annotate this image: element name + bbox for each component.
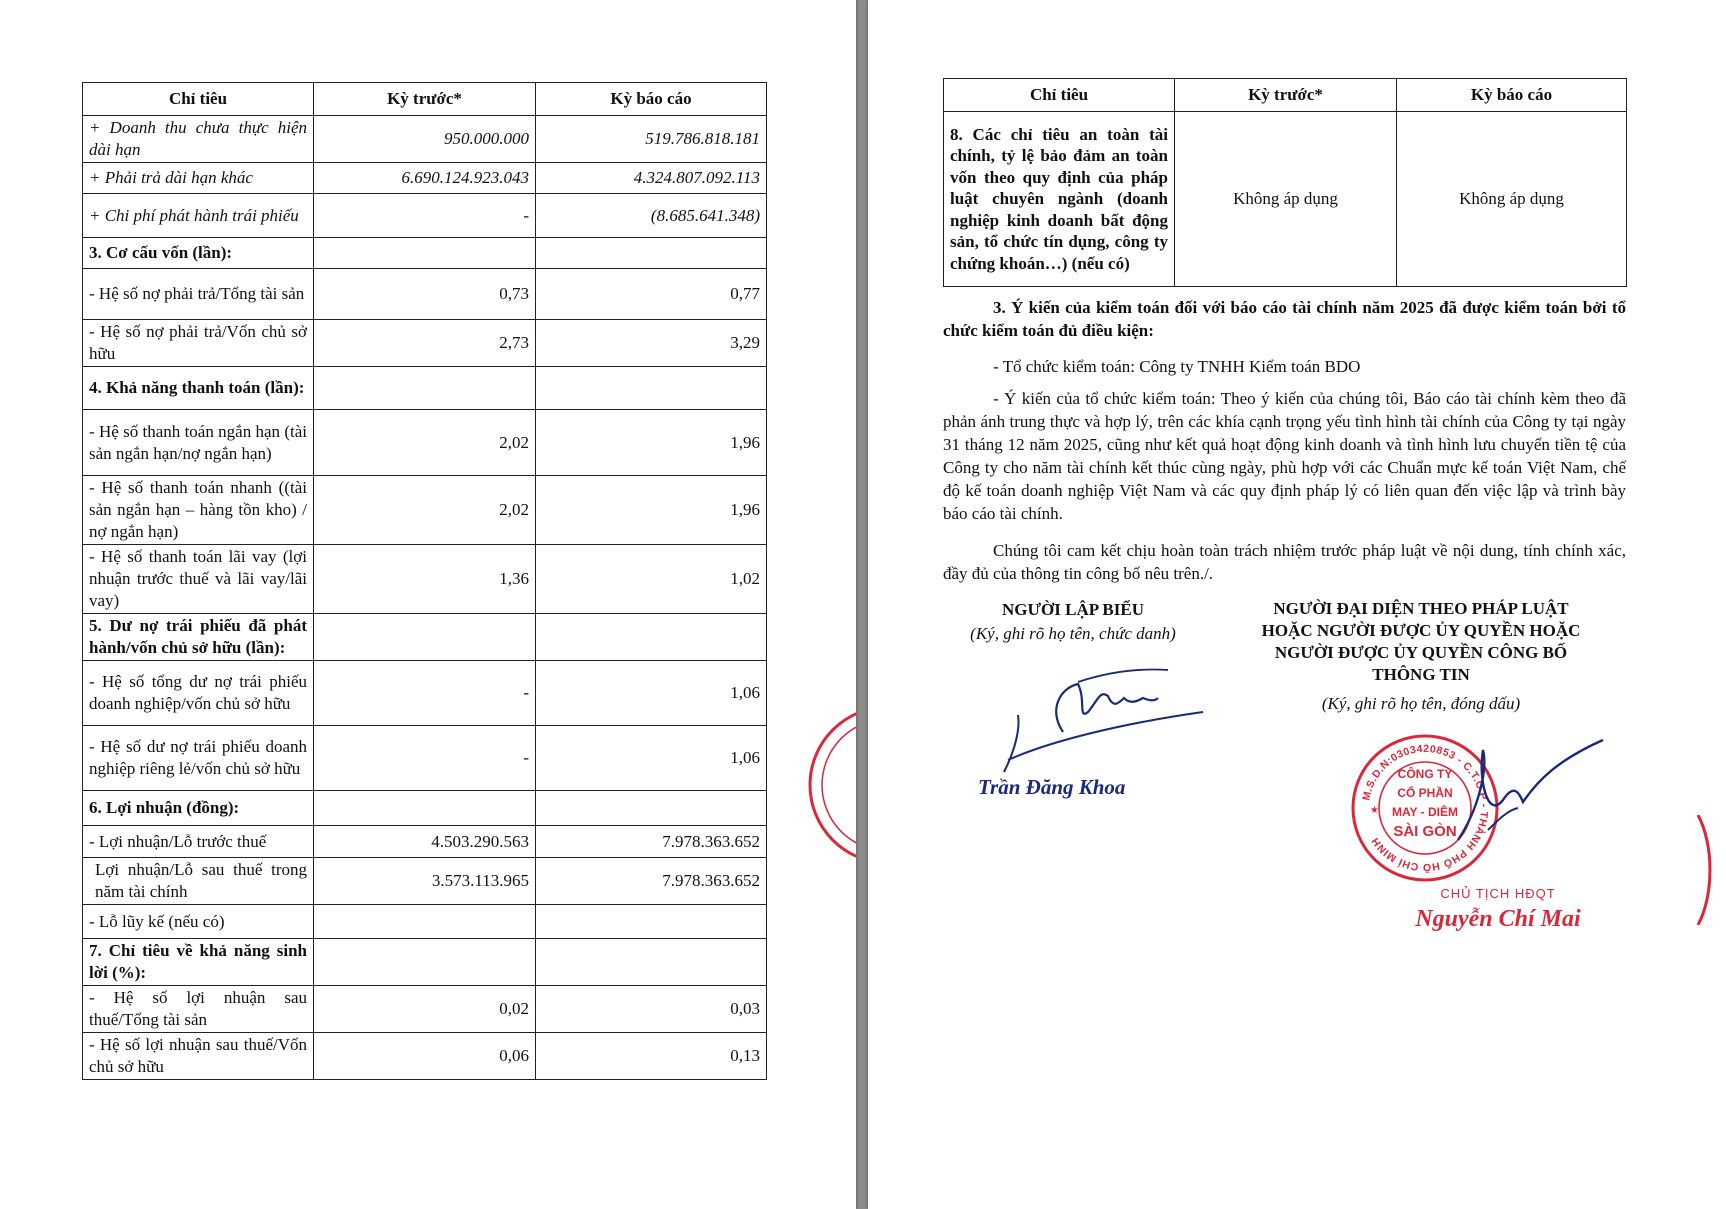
current-value xyxy=(536,905,767,939)
preparer-note: (Ký, ghi rõ họ tên, chức danh) xyxy=(970,624,1176,643)
preparer-title: NGƯỜI LẬP BIỂU xyxy=(1001,600,1144,619)
previous-value: 3.573.113.965 xyxy=(314,858,536,905)
table-header-row xyxy=(83,83,767,116)
row-label: 8. Các chỉ tiêu an toàn tài chính, tỷ lệ bảo đảm an toàn vốn theo quy định của pháp luật chuyên ngành (doanh nghiệp kinh doanh bất động sản, tổ chức tín dụng, công ty chứng khoán…) (nếu có) xyxy=(944,112,1175,287)
representative-title-line: NGƯỜI ĐẠI DIỆN THEO PHÁP LUẬT xyxy=(1273,599,1569,618)
safety-indicators-table xyxy=(943,78,1627,287)
row-label: - Hệ số dư nợ trái phiếu doanh nghiệp riêng lẻ/vốn chủ sở hữu xyxy=(83,726,314,791)
table-row xyxy=(83,545,767,614)
table-row xyxy=(944,112,1627,287)
preparer-name: Trần Đăng Khoa xyxy=(978,775,1126,799)
table-row xyxy=(83,1033,767,1080)
previous-value xyxy=(314,791,536,826)
audit-opinion: - Ý kiến của tổ chức kiểm toán: Theo ý kiến của chúng tôi, Báo cáo tài chính kèm theo đã phản ánh trung thực và hợp lý, trên các khía cạnh trọng yếu tình hình tài chính của Công ty tại ngày 31 tháng 12 năm 2025, cũng như kết quả hoạt động kinh doanh và tình hình lưu chuyển tiền tệ của Công ty cho năm tài chính kết thúc cùng ngày, phù hợp với các Chuẩn mực kế toán Việt Nam, chế độ kế toán doanh nghiệp Việt Nam và các quy định pháp lý có liên quan đến việc lập và trình bày báo cáo tài chính. xyxy=(943,389,1626,523)
table-row xyxy=(83,410,767,476)
stamp-edge-fragment xyxy=(800,705,856,865)
representative-title-line: HOẶC NGƯỜI ĐƯỢC ỦY QUYỀN HOẶC xyxy=(1261,621,1581,640)
table-row xyxy=(83,986,767,1033)
current-value: 1,06 xyxy=(536,726,767,791)
current-value: 1,96 xyxy=(536,410,767,476)
row-label: - Lợi nhuận/Lỗ trước thuế xyxy=(83,826,314,858)
current-value: Không áp dụng xyxy=(1397,112,1627,287)
section-row xyxy=(83,791,767,826)
current-value: 7.978.363.652 xyxy=(536,858,767,905)
previous-value: - xyxy=(314,726,536,791)
table-row xyxy=(83,194,767,238)
previous-value xyxy=(314,238,536,269)
table-header-row xyxy=(944,79,1627,112)
section-title: 7. Chỉ tiêu về khả năng sinh lời (%): xyxy=(83,939,314,986)
column-header-reporting-period: Kỳ báo cáo xyxy=(536,83,767,116)
section-title: 4. Khả năng thanh toán (lần): xyxy=(83,367,314,410)
row-label: + Phải trả dài hạn khác xyxy=(83,163,314,194)
current-value xyxy=(536,238,767,269)
seal-line: SÀI GÒN xyxy=(1393,823,1457,840)
previous-value: - xyxy=(314,194,536,238)
row-label: - Lỗ lũy kế (nếu có) xyxy=(83,905,314,939)
previous-value: 0,06 xyxy=(314,1033,536,1080)
row-label: - Hệ số lợi nhuận sau thuế/Tổng tài sản xyxy=(83,986,314,1033)
table-row xyxy=(83,320,767,367)
previous-value: - xyxy=(314,661,536,726)
commitment-statement: Chúng tôi cam kết chịu hoàn toàn trách nhiệm trước pháp luật về nội dung, tính chính xác, đầy đủ của thông tin công bố nêu trên./. xyxy=(943,541,1626,583)
previous-value: 2,73 xyxy=(314,320,536,367)
current-value: 519.786.818.181 xyxy=(536,116,767,163)
representative-signature xyxy=(1428,730,1608,870)
row-label: - Hệ số tổng dư nợ trái phiếu doanh nghiệp/vốn chủ sở hữu xyxy=(83,661,314,726)
preparer-signature xyxy=(968,660,1208,780)
audit-heading: 3. Ý kiến của kiểm toán đối với báo cáo tài chính năm 2025 đã được kiểm toán bởi tổ chức kiểm toán đủ điều kiện: xyxy=(943,298,1626,340)
previous-value xyxy=(314,939,536,986)
previous-value: 1,36 xyxy=(314,545,536,614)
row-label: - Hệ số nợ phải trả/Vốn chủ sở hữu xyxy=(83,320,314,367)
seal-ring-text: M.S.D.N:0303420853 - C.T.C.P - THÀNH PHỐ HỒ CHÍ MINH xyxy=(1360,742,1491,874)
representative-title-line: NGƯỜI ĐƯỢC ỦY QUYỀN CÔNG BỐ xyxy=(1274,643,1568,662)
section-row xyxy=(83,367,767,410)
row-label: - Hệ số lợi nhuận sau thuế/Vốn chủ sở hữu xyxy=(83,1033,314,1080)
seal-line: CỔ PHẦN xyxy=(1397,786,1453,800)
document-page-right xyxy=(868,0,1726,1209)
representative-title-line: THÔNG TIN xyxy=(1372,665,1470,684)
current-value: 1,06 xyxy=(536,661,767,726)
row-label: Lợi nhuận/Lỗ sau thuế trong năm tài chính xyxy=(83,858,314,905)
previous-value xyxy=(314,367,536,410)
table-row xyxy=(83,163,767,194)
previous-value: 2,02 xyxy=(314,476,536,545)
section-title: 6. Lợi nhuận (đồng): xyxy=(83,791,314,826)
seal-star-icon: ★ xyxy=(1370,805,1379,816)
representative-position: CHỦ TỊCH HĐQT xyxy=(1440,886,1556,901)
current-value: (8.685.641.348) xyxy=(536,194,767,238)
current-value xyxy=(536,939,767,986)
previous-value: 6.690.124.923.043 xyxy=(314,163,536,194)
row-label: - Hệ số thanh toán lãi vay (lợi nhuận trước thuế và lãi vay/lãi vay) xyxy=(83,545,314,614)
stamp-edge-fragment xyxy=(1678,815,1726,925)
section-row xyxy=(83,238,767,269)
representative-title xyxy=(1246,598,1596,686)
column-header-reporting-period: Kỳ báo cáo xyxy=(1397,79,1627,112)
section-title: 3. Cơ cấu vốn (lần): xyxy=(83,238,314,269)
current-value: 0,13 xyxy=(536,1033,767,1080)
table-row xyxy=(83,116,767,163)
table-row xyxy=(83,826,767,858)
section-row xyxy=(83,614,767,661)
previous-value: 950.000.000 xyxy=(314,116,536,163)
row-label: - Hệ số thanh toán ngắn hạn (tài sản ngắn hạn/nợ ngắn hạn) xyxy=(83,410,314,476)
current-value xyxy=(536,367,767,410)
seal-line: CÔNG TY xyxy=(1397,767,1453,781)
current-value: 0,77 xyxy=(536,269,767,320)
section-row xyxy=(83,939,767,986)
current-value: 3,29 xyxy=(536,320,767,367)
column-header-indicator: Chỉ tiêu xyxy=(83,83,314,116)
table-row xyxy=(83,661,767,726)
row-label: - Hệ số thanh toán nhanh ((tài sản ngắn hạn – hàng tồn kho) / nợ ngắn hạn) xyxy=(83,476,314,545)
row-label: + Chi phí phát hành trái phiếu xyxy=(83,194,314,238)
section-title: 5. Dư nợ trái phiếu đã phát hành/vốn chủ sở hữu (lần): xyxy=(83,614,314,661)
row-label: + Doanh thu chưa thực hiện dài hạn xyxy=(83,116,314,163)
current-value: 4.324.807.092.113 xyxy=(536,163,767,194)
representative-note: (Ký, ghi rõ họ tên, đóng dấu) xyxy=(1321,694,1521,713)
seal-line: MAY - DIÊM xyxy=(1391,805,1458,819)
table-row xyxy=(83,726,767,791)
document-page-left xyxy=(0,0,856,1209)
current-value xyxy=(536,791,767,826)
column-header-previous-period: Kỳ trước* xyxy=(1175,79,1397,112)
current-value: 1,96 xyxy=(536,476,767,545)
current-value: 7.978.363.652 xyxy=(536,826,767,858)
current-value: 1,02 xyxy=(536,545,767,614)
current-value xyxy=(536,614,767,661)
column-header-previous-period: Kỳ trước* xyxy=(314,83,536,116)
previous-value: 0,73 xyxy=(314,269,536,320)
previous-value xyxy=(314,614,536,661)
previous-value: 2,02 xyxy=(314,410,536,476)
table-row xyxy=(83,476,767,545)
previous-value: 4.503.290.563 xyxy=(314,826,536,858)
financial-indicators-table xyxy=(82,82,767,1080)
previous-value: Không áp dụng xyxy=(1175,112,1397,287)
table-row xyxy=(83,858,767,905)
column-header-indicator: Chỉ tiêu xyxy=(944,79,1175,112)
table-row xyxy=(83,905,767,939)
representative-name: Nguyễn Chí Mai xyxy=(1415,906,1581,932)
table-row xyxy=(83,269,767,320)
row-label: - Hệ số nợ phải trả/Tổng tài sản xyxy=(83,269,314,320)
auditor-line: - Tổ chức kiểm toán: Công ty TNHH Kiểm toán BDO xyxy=(993,357,1361,376)
previous-value xyxy=(314,905,536,939)
current-value: 0,03 xyxy=(536,986,767,1033)
previous-value: 0,02 xyxy=(314,986,536,1033)
